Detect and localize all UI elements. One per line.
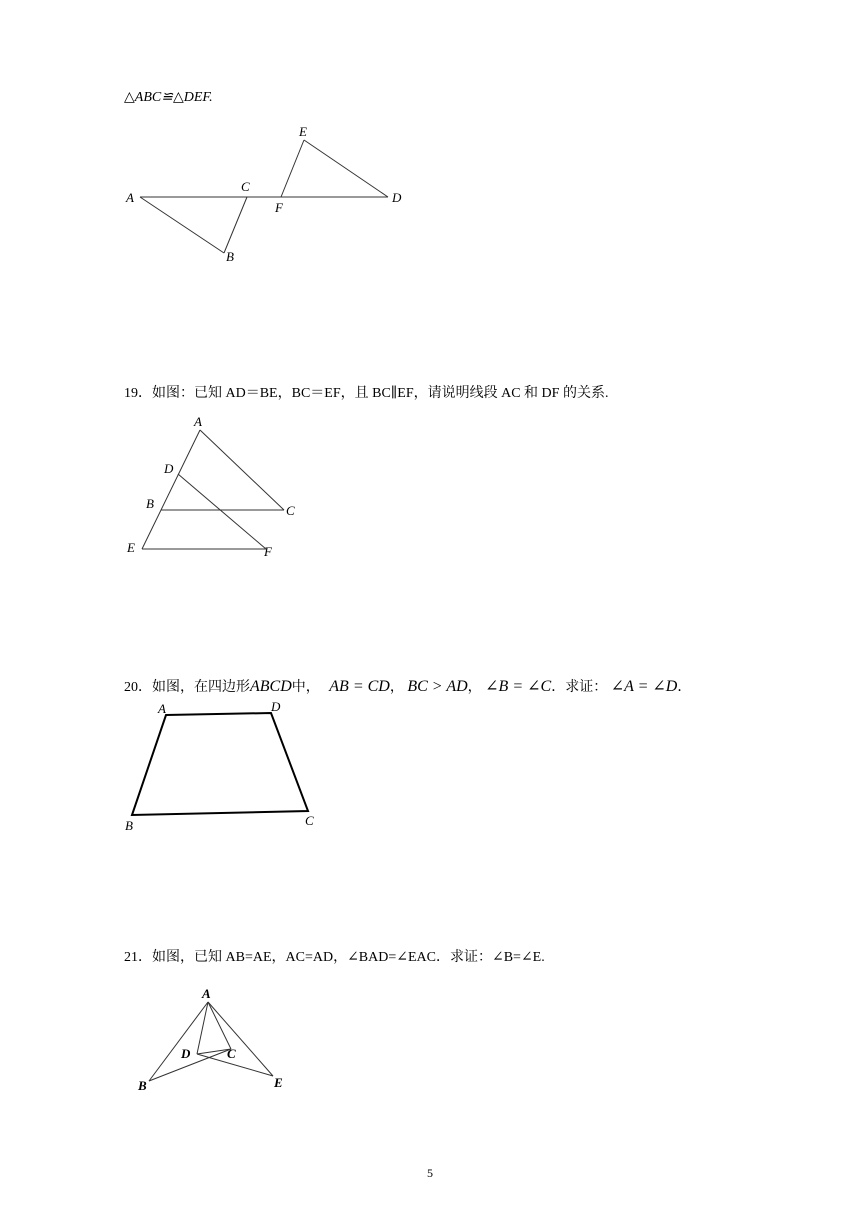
segment-AC (200, 430, 284, 510)
figure-19 (120, 410, 320, 560)
q20-goal: ∠A = ∠D (610, 678, 678, 695)
label-A: A (202, 986, 211, 1001)
label-C: C (227, 1046, 236, 1061)
label-D: D (392, 190, 402, 205)
label-B: B (226, 249, 234, 264)
q20-text (124, 676, 691, 696)
label-B: B (125, 818, 133, 833)
label-E: E (299, 124, 307, 139)
q20-sep1: ， (389, 680, 404, 695)
q18-conclusion: △ABC≌△DEF. (124, 90, 213, 105)
label-F: F (264, 544, 272, 559)
segment-BC (224, 197, 247, 253)
label-D: D (271, 699, 281, 714)
label-B: B (146, 496, 154, 511)
q20-cond3: ∠B = ∠C (485, 678, 552, 695)
label-C: C (241, 179, 250, 194)
segment-FE (281, 140, 304, 197)
figure-20 (120, 700, 340, 840)
label-D: D (181, 1046, 191, 1061)
label-A: A (126, 190, 134, 205)
segment-AE (142, 430, 200, 549)
q20-end: ． (677, 680, 692, 695)
segment-DF (178, 474, 266, 549)
segment-AE (208, 1002, 273, 1076)
segment-ED (304, 140, 388, 197)
q20-cond2: BC > AD (407, 678, 468, 695)
q20-sep2: ， (467, 680, 482, 695)
q20-prefix: 20．如图，在四边形 (124, 680, 250, 695)
label-A: A (158, 701, 166, 716)
q20-mid: 中， (291, 680, 320, 695)
q19-text: 19．如图：已知 AD＝BE，BC＝EF，且 BC∥EF，请说明线段 AC 和 DF 的关系. (124, 386, 609, 401)
label-D: D (164, 461, 174, 476)
page-number: 5 (427, 1166, 433, 1180)
q20-prove: ．求证： (551, 680, 608, 695)
q21-text: 21．如图，已知 AB=AE，AC=AD，∠BAD=∠EAC．求证：∠B=∠E. (124, 950, 545, 965)
q20-quad: ABCD (250, 678, 292, 695)
q20-cond1: AB = CD (329, 678, 390, 695)
label-A: A (194, 414, 202, 429)
label-F: F (275, 200, 283, 215)
figure-21 (120, 985, 320, 1105)
segment-AB (140, 197, 224, 253)
label-C: C (305, 813, 314, 828)
quadrilateral-ABCD (132, 713, 308, 815)
label-E: E (274, 1075, 283, 1090)
label-B: B (138, 1078, 147, 1093)
segment-AC (208, 1002, 231, 1049)
label-C: C (286, 503, 295, 518)
figure-18 (120, 120, 420, 270)
label-E: E (127, 540, 135, 555)
